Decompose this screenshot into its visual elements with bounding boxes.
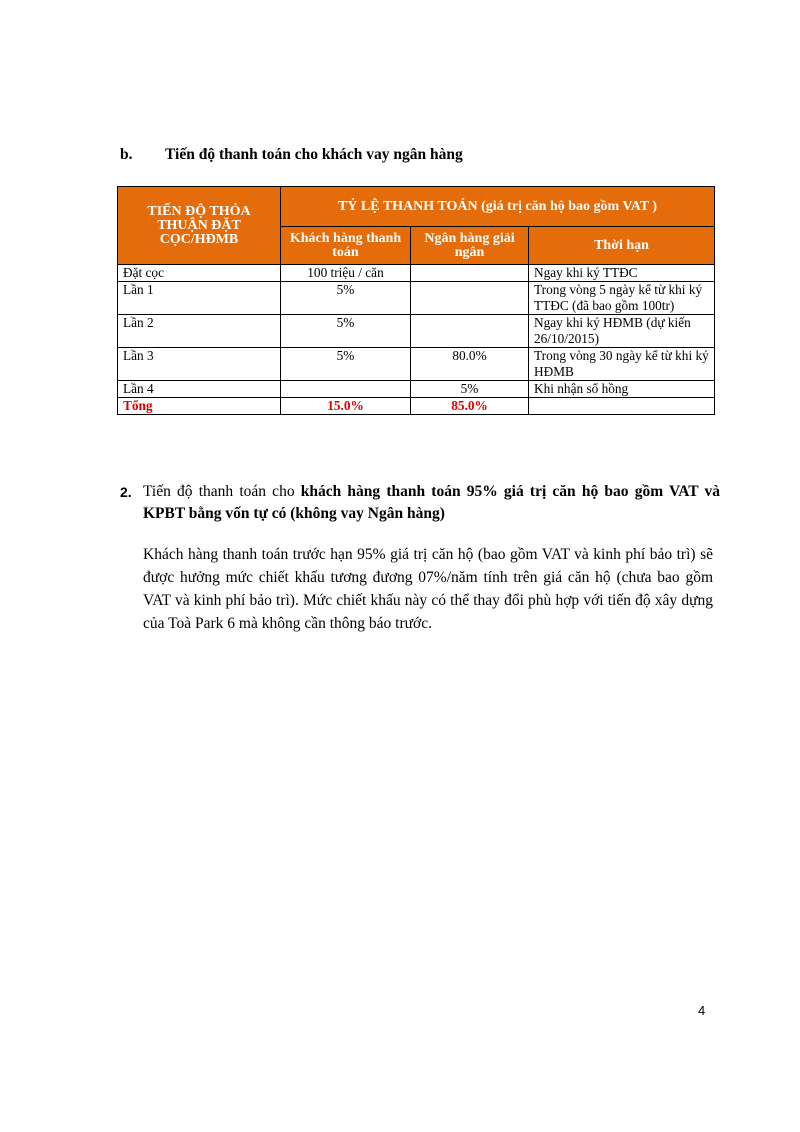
cell-stage: Lần 4 xyxy=(118,381,281,398)
section-b-letter: b. xyxy=(120,146,133,163)
cell-bank xyxy=(411,282,529,315)
section-2-paragraph: Khách hàng thanh toán trước hạn 95% giá trị căn hộ (bao gồm VAT và kinh phí bảo trì) sẽ được hưởng mức chiết khấu tương đương 07%/năm tính trên giá căn hộ (chưa bao gồm VAT và kinh phí bảo trì). Mức chiết khấu này có thể thay đổi phù hợp với tiến độ xây dựng của Toà Park 6 mà không cần thông báo trước. xyxy=(143,546,713,632)
cell-total-stage: Tổng xyxy=(118,398,281,415)
cell-stage: Lần 2 xyxy=(118,315,281,348)
total-row xyxy=(118,398,715,415)
cell-customer: 5% xyxy=(281,348,411,381)
cell-bank xyxy=(411,315,529,348)
col-bank-header: Ngân hàng giải ngân xyxy=(411,227,529,265)
cell-stage: Lần 3 xyxy=(118,348,281,381)
col-customer-header: Khách hàng thanh toán xyxy=(281,227,411,265)
table-row xyxy=(118,315,715,348)
cell-deadline: Trong vòng 5 ngày kể từ khi ký TTĐC (đã bao gồm 100tr) xyxy=(529,282,715,315)
page-number: 4 xyxy=(698,1003,706,1018)
payment-schedule-table xyxy=(117,186,715,415)
cell-customer: 5% xyxy=(281,315,411,348)
section-2-intro: Tiến độ thanh toán cho xyxy=(143,483,301,500)
table-row xyxy=(118,282,715,315)
cell-deadline: Ngay khi ký HĐMB (dự kiến 26/10/2015) xyxy=(529,315,715,348)
cell-total-deadline xyxy=(529,398,715,415)
section-2-heading xyxy=(120,481,720,525)
col-deadline-header: Thời hạn xyxy=(529,227,715,265)
section-2-bold-title: khách hàng thanh toán 95% giá trị căn hộ bao gồm VAT và KPBT bằng vốn tự có (không vay Ngân hàng) xyxy=(143,483,720,522)
group-header: TỶ LỆ THANH TOÁN (giá trị căn hộ bao gồm VAT ) xyxy=(281,187,715,227)
cell-customer: 100 triệu / căn xyxy=(281,265,411,282)
cell-customer: 5% xyxy=(281,282,411,315)
cell-total-customer: 15.0% xyxy=(281,398,411,415)
table-row xyxy=(118,265,715,282)
cell-bank: 5% xyxy=(411,381,529,398)
cell-bank: 80.0% xyxy=(411,348,529,381)
table-row xyxy=(118,348,715,381)
section-b-title: Tiến độ thanh toán cho khách vay ngân hàng xyxy=(165,146,463,163)
cell-stage: Đặt cọc xyxy=(118,265,281,282)
cell-bank xyxy=(411,265,529,282)
cell-deadline: Trong vòng 30 ngày kể từ khi ký HĐMB xyxy=(529,348,715,381)
section-2-number: 2. xyxy=(120,484,132,500)
cell-customer xyxy=(281,381,411,398)
cell-stage: Lần 1 xyxy=(118,282,281,315)
cell-deadline: Khi nhận sổ hồng xyxy=(529,381,715,398)
cell-deadline: Ngay khi ký TTĐC xyxy=(529,265,715,282)
col-stage-header: TIẾN ĐỘ THỎA THUẬN ĐẶT CỌC/HĐMB xyxy=(118,187,281,265)
table-row xyxy=(118,381,715,398)
cell-total-bank: 85.0% xyxy=(411,398,529,415)
section-b-heading xyxy=(120,146,463,164)
